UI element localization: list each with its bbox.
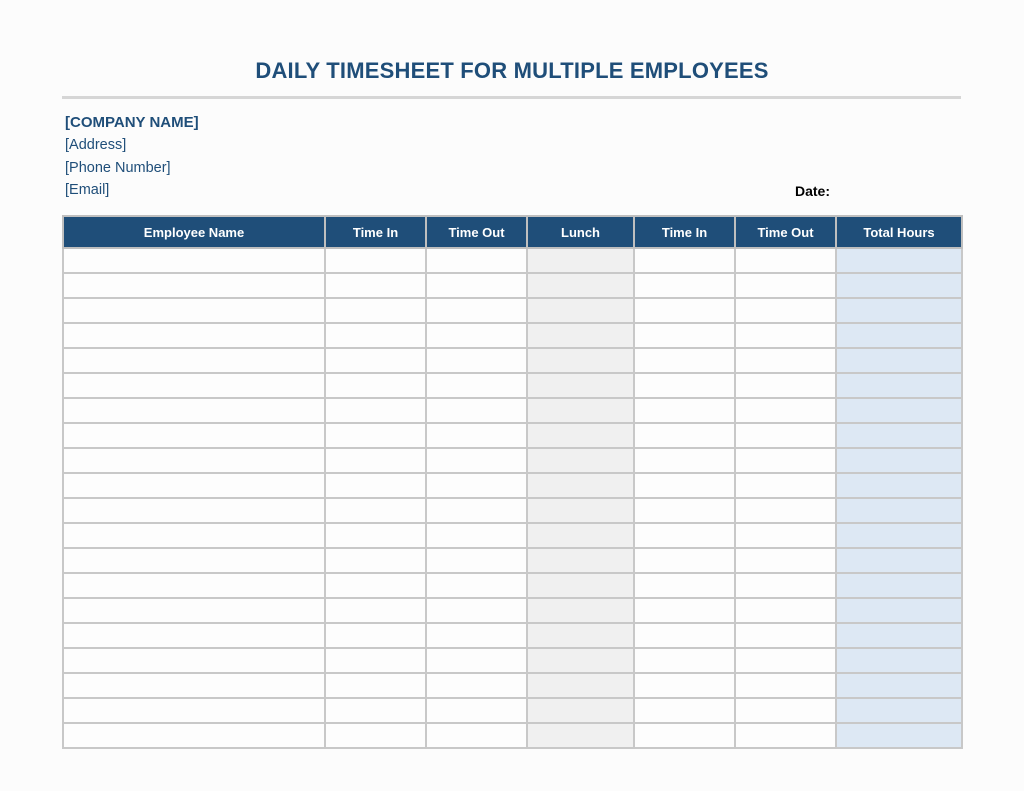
cell-time-in[interactable] — [325, 273, 426, 298]
cell-time-out[interactable] — [426, 473, 527, 498]
cell-time-out-2[interactable] — [735, 523, 836, 548]
table-row — [63, 323, 962, 348]
cell-lunch[interactable] — [527, 673, 634, 698]
cell-time-out[interactable] — [426, 298, 527, 323]
table-row — [63, 273, 962, 298]
date-label: Date: — [795, 183, 831, 199]
cell-time-out[interactable] — [426, 248, 527, 273]
cell-lunch[interactable] — [527, 423, 634, 448]
cell-time-in[interactable] — [325, 423, 426, 448]
company-address[interactable]: [Address] — [65, 137, 127, 153]
cell-time-in[interactable] — [325, 598, 426, 623]
table-row — [63, 298, 962, 323]
cell-time-in-2[interactable] — [634, 448, 735, 473]
cell-time-out-2[interactable] — [735, 373, 836, 398]
cell-total-hours[interactable] — [836, 348, 962, 373]
cell-time-in[interactable] — [325, 548, 426, 573]
cell-employee-name[interactable] — [63, 648, 325, 673]
cell-total-hours[interactable] — [836, 648, 962, 673]
cell-employee-name[interactable] — [63, 723, 325, 748]
cell-lunch[interactable] — [527, 598, 634, 623]
cell-time-in[interactable] — [325, 473, 426, 498]
cell-time-in-2[interactable] — [634, 373, 735, 398]
cell-lunch[interactable] — [527, 398, 634, 423]
cell-time-in-2[interactable] — [634, 323, 735, 348]
table-row — [63, 548, 962, 573]
cell-total-hours[interactable] — [836, 423, 962, 448]
table-row — [63, 348, 962, 373]
cell-time-in[interactable] — [325, 398, 426, 423]
cell-employee-name[interactable] — [63, 298, 325, 323]
table-row — [63, 573, 962, 598]
cell-employee-name[interactable] — [63, 623, 325, 648]
cell-total-hours[interactable] — [836, 448, 962, 473]
cell-time-out-2[interactable] — [735, 323, 836, 348]
cell-time-in[interactable] — [325, 698, 426, 723]
cell-time-out-2[interactable] — [735, 273, 836, 298]
cell-time-in[interactable] — [325, 448, 426, 473]
cell-lunch[interactable] — [527, 348, 634, 373]
cell-lunch[interactable] — [527, 498, 634, 523]
column-header-time-out-2: Time Out — [735, 216, 836, 248]
cell-time-in-2[interactable] — [634, 248, 735, 273]
cell-time-in[interactable] — [325, 648, 426, 673]
table-body — [63, 248, 962, 748]
cell-time-out-2[interactable] — [735, 698, 836, 723]
cell-employee-name[interactable] — [63, 673, 325, 698]
document-title: DAILY TIMESHEET FOR MULTIPLE EMPLOYEES — [255, 58, 769, 83]
timesheet-table — [62, 215, 963, 749]
cell-employee-name[interactable] — [63, 348, 325, 373]
cell-time-in[interactable] — [325, 348, 426, 373]
cell-time-in-2[interactable] — [634, 273, 735, 298]
table-row — [63, 398, 962, 423]
cell-lunch[interactable] — [527, 373, 634, 398]
cell-total-hours[interactable] — [836, 673, 962, 698]
cell-lunch[interactable] — [527, 273, 634, 298]
column-header-time-out: Time Out — [426, 216, 527, 248]
cell-time-in[interactable] — [325, 723, 426, 748]
table-row — [63, 448, 962, 473]
cell-time-in-2[interactable] — [634, 548, 735, 573]
cell-time-in-2[interactable] — [634, 673, 735, 698]
cell-total-hours[interactable] — [836, 698, 962, 723]
table-row — [63, 498, 962, 523]
cell-total-hours[interactable] — [836, 473, 962, 498]
cell-time-in[interactable] — [325, 623, 426, 648]
cell-total-hours[interactable] — [836, 298, 962, 323]
cell-employee-name[interactable] — [63, 548, 325, 573]
table-row — [63, 248, 962, 273]
cell-time-in-2[interactable] — [634, 698, 735, 723]
cell-time-in-2[interactable] — [634, 398, 735, 423]
column-header-total-hours: Total Hours — [836, 216, 962, 248]
cell-employee-name[interactable] — [63, 523, 325, 548]
cell-time-out[interactable] — [426, 623, 527, 648]
cell-total-hours[interactable] — [836, 498, 962, 523]
cell-time-out-2[interactable] — [735, 348, 836, 373]
cell-total-hours[interactable] — [836, 598, 962, 623]
cell-time-in-2[interactable] — [634, 423, 735, 448]
cell-lunch[interactable] — [527, 523, 634, 548]
cell-employee-name[interactable] — [63, 398, 325, 423]
cell-time-out[interactable] — [426, 348, 527, 373]
cell-time-in[interactable] — [325, 323, 426, 348]
cell-time-out[interactable] — [426, 423, 527, 448]
table-row — [63, 723, 962, 748]
cell-employee-name[interactable] — [63, 448, 325, 473]
cell-time-in[interactable] — [325, 248, 426, 273]
cell-total-hours[interactable] — [836, 573, 962, 598]
cell-time-out[interactable] — [426, 673, 527, 698]
cell-time-in-2[interactable] — [634, 523, 735, 548]
cell-time-out[interactable] — [426, 273, 527, 298]
cell-time-out[interactable] — [426, 573, 527, 598]
column-header-time-in: Time In — [325, 216, 426, 248]
cell-time-out[interactable] — [426, 373, 527, 398]
cell-time-in-2[interactable] — [634, 623, 735, 648]
cell-time-out[interactable] — [426, 598, 527, 623]
cell-total-hours[interactable] — [836, 548, 962, 573]
cell-employee-name[interactable] — [63, 323, 325, 348]
cell-total-hours[interactable] — [836, 723, 962, 748]
company-name[interactable]: [COMPANY NAME] — [65, 114, 199, 131]
cell-employee-name[interactable] — [63, 598, 325, 623]
column-header-employee-name: Employee Name — [63, 216, 325, 248]
cell-time-in-2[interactable] — [634, 473, 735, 498]
cell-total-hours[interactable] — [836, 398, 962, 423]
cell-time-out-2[interactable] — [735, 598, 836, 623]
cell-time-out[interactable] — [426, 448, 527, 473]
cell-time-out[interactable] — [426, 323, 527, 348]
cell-time-in[interactable] — [325, 498, 426, 523]
cell-time-in[interactable] — [325, 298, 426, 323]
table-row — [63, 373, 962, 398]
cell-employee-name[interactable] — [63, 473, 325, 498]
cell-lunch[interactable] — [527, 548, 634, 573]
cell-employee-name[interactable] — [63, 573, 325, 598]
table-row — [63, 523, 962, 548]
cell-total-hours[interactable] — [836, 273, 962, 298]
company-email[interactable]: [Email] — [65, 182, 110, 198]
cell-time-in-2[interactable] — [634, 298, 735, 323]
cell-time-out-2[interactable] — [735, 573, 836, 598]
cell-lunch[interactable] — [527, 298, 634, 323]
cell-employee-name[interactable] — [63, 698, 325, 723]
cell-time-out-2[interactable] — [735, 248, 836, 273]
cell-time-in[interactable] — [325, 523, 426, 548]
company-phone[interactable]: [Phone Number] — [65, 160, 171, 176]
cell-time-out-2[interactable] — [735, 723, 836, 748]
cell-time-in[interactable] — [325, 673, 426, 698]
cell-lunch[interactable] — [527, 623, 634, 648]
cell-time-out-2[interactable] — [735, 448, 836, 473]
cell-employee-name[interactable] — [63, 273, 325, 298]
table-row — [63, 423, 962, 448]
cell-time-in-2[interactable] — [634, 348, 735, 373]
table-header-row — [63, 216, 962, 248]
cell-time-out[interactable] — [426, 723, 527, 748]
cell-lunch[interactable] — [527, 648, 634, 673]
cell-total-hours[interactable] — [836, 623, 962, 648]
cell-time-out[interactable] — [426, 648, 527, 673]
cell-time-in-2[interactable] — [634, 648, 735, 673]
cell-employee-name[interactable] — [63, 248, 325, 273]
cell-time-out-2[interactable] — [735, 548, 836, 573]
cell-total-hours[interactable] — [836, 248, 962, 273]
column-header-lunch: Lunch — [527, 216, 634, 248]
cell-time-in-2[interactable] — [634, 598, 735, 623]
cell-time-in-2[interactable] — [634, 723, 735, 748]
table-row — [63, 648, 962, 673]
cell-employee-name[interactable] — [63, 423, 325, 448]
cell-employee-name[interactable] — [63, 498, 325, 523]
cell-time-out-2[interactable] — [735, 298, 836, 323]
cell-lunch[interactable] — [527, 698, 634, 723]
cell-total-hours[interactable] — [836, 523, 962, 548]
table-row — [63, 473, 962, 498]
table-row — [63, 623, 962, 648]
cell-total-hours[interactable] — [836, 323, 962, 348]
title-divider — [62, 96, 961, 99]
cell-time-in-2[interactable] — [634, 498, 735, 523]
cell-time-out[interactable] — [426, 548, 527, 573]
cell-time-out[interactable] — [426, 523, 527, 548]
cell-time-out-2[interactable] — [735, 498, 836, 523]
cell-time-out-2[interactable] — [735, 398, 836, 423]
cell-lunch[interactable] — [527, 323, 634, 348]
cell-employee-name[interactable] — [63, 373, 325, 398]
cell-time-out[interactable] — [426, 698, 527, 723]
cell-time-out-2[interactable] — [735, 648, 836, 673]
cell-time-in-2[interactable] — [634, 573, 735, 598]
cell-lunch[interactable] — [527, 723, 634, 748]
cell-lunch[interactable] — [527, 473, 634, 498]
table-row — [63, 673, 962, 698]
table-row — [63, 598, 962, 623]
cell-time-out-2[interactable] — [735, 473, 836, 498]
cell-time-out[interactable] — [426, 498, 527, 523]
cell-lunch[interactable] — [527, 248, 634, 273]
cell-time-in[interactable] — [325, 573, 426, 598]
column-header-time-in-2: Time In — [634, 216, 735, 248]
cell-time-out-2[interactable] — [735, 673, 836, 698]
cell-lunch[interactable] — [527, 573, 634, 598]
cell-time-out-2[interactable] — [735, 423, 836, 448]
cell-time-in[interactable] — [325, 373, 426, 398]
cell-total-hours[interactable] — [836, 373, 962, 398]
cell-lunch[interactable] — [527, 448, 634, 473]
cell-time-out[interactable] — [426, 398, 527, 423]
table-row — [63, 698, 962, 723]
cell-time-out-2[interactable] — [735, 623, 836, 648]
